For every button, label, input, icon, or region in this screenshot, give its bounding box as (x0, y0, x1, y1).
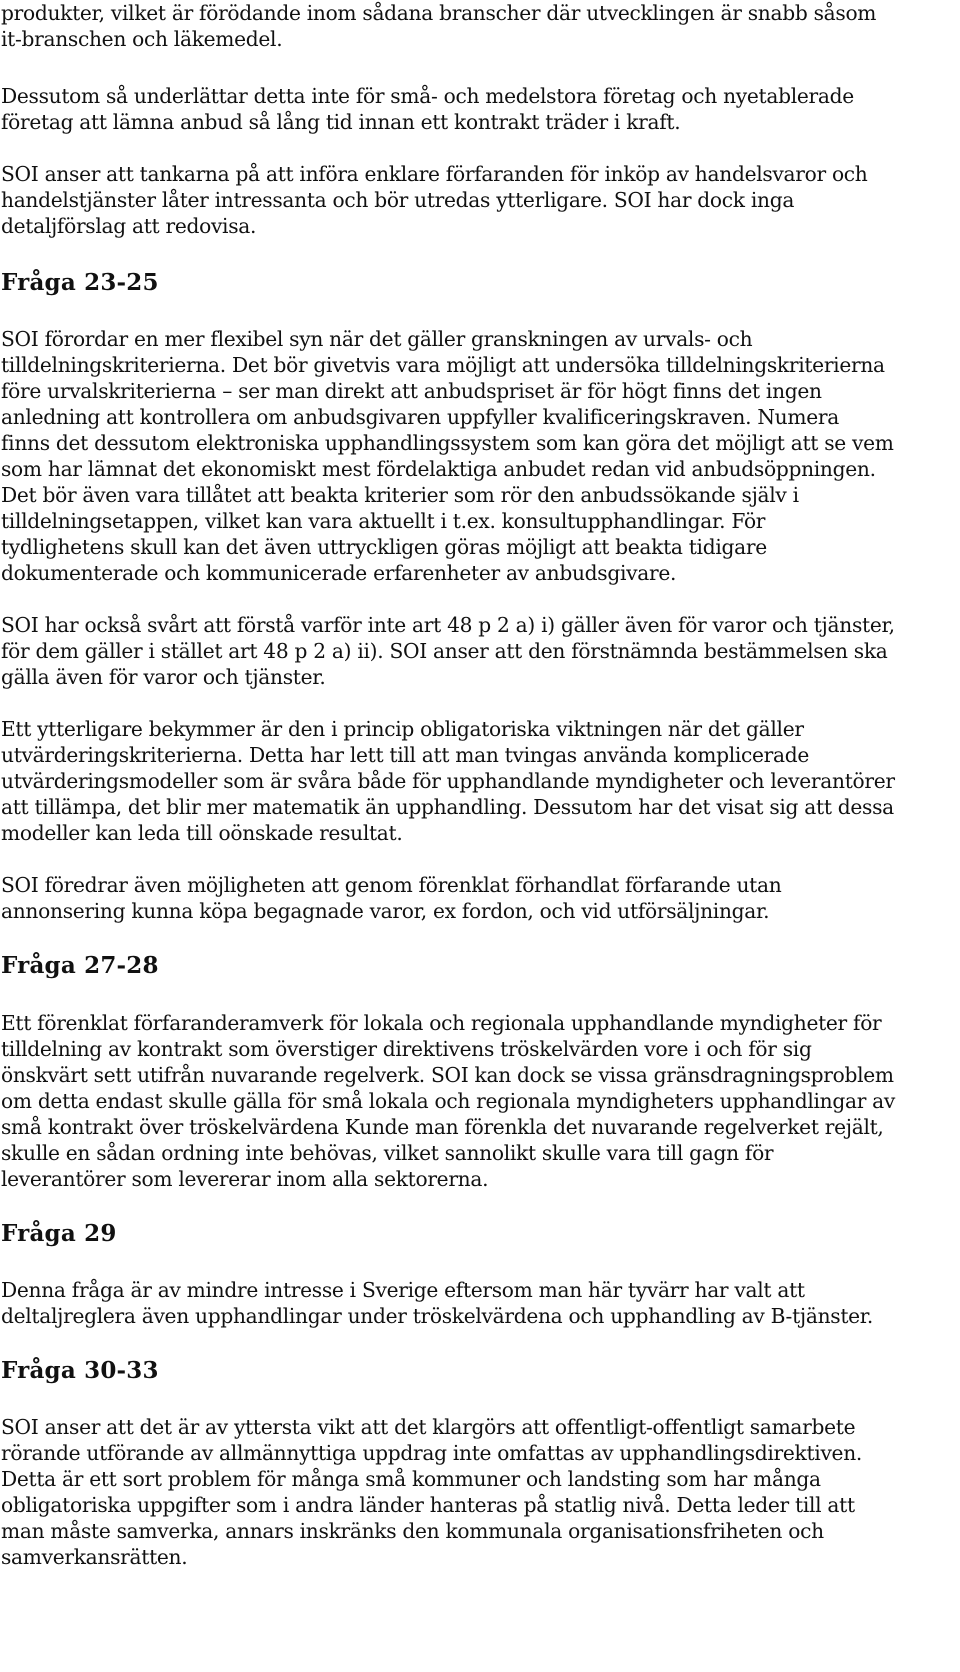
text-line: tilldelningsetappen, vilket kan vara aktuellt i t.ex. konsultupphandlingar. För (1, 509, 766, 533)
text-line: små kontrakt över tröskelvärdena Kunde man förenkla det nuvarande regelverket rejält, (1, 1115, 884, 1139)
text-line: it-branschen och läkemedel. (1, 27, 283, 51)
text-line: Ett ytterligare bekymmer är den i princip obligatoriska viktningen när det gäller (1, 717, 804, 741)
text-line: obligatoriska uppgifter som i andra länder hanteras på statlig nivå. Detta leder till att (1, 1493, 855, 1517)
text-line: gälla även för varor och tjänster. (1, 665, 326, 689)
text-line: SOI föredrar även möjligheten att genom förenklat förhandlat förfarande utan (1, 873, 782, 897)
text-line: dokumenterade och kommunicerade erfarenheter av anbudsgivare. (1, 561, 677, 585)
text-line: handelstjänster låter intressanta och bör utredas ytterligare. SOI har dock inga (1, 188, 795, 212)
text-line: Ett förenklat förfaranderamverk för lokala och regionala upphandlande myndigheter för (1, 1011, 882, 1035)
text-line: SOI har också svårt att förstå varför inte art 48 p 2 a) i) gäller även för varor och tjänster, (1, 613, 895, 637)
text-line: Dessutom så underlättar detta inte för små- och medelstora företag och nyetablerade (1, 84, 854, 108)
text-line: önskvärt sett utifrån nuvarande regelverk. SOI kan dock se vissa gränsdragningsproblem (1, 1063, 894, 1087)
text-line: modeller kan leda till oönskade resultat. (1, 821, 403, 845)
section-heading: Fråga 27-28 (1, 952, 159, 979)
text-line: samverkansrätten. (1, 1545, 188, 1569)
text-line: rörande utförande av allmännyttiga uppdrag inte omfattas av upphandlingsdirektiven. (1, 1441, 863, 1465)
text-line: om detta endast skulle gälla för små lokala och regionala myndigheters upphandlingar av (1, 1089, 896, 1113)
text-line: före urvalskriterierna – ser man direkt att anbudspriset är för högt finns det ingen (1, 379, 822, 403)
text-line: anledning att kontrollera om anbudsgivaren uppfyller kvalificeringskraven. Numera (1, 405, 839, 429)
text-line: leverantörer som levererar inom alla sektorerna. (1, 1167, 489, 1191)
text-line: som har lämnat det ekonomiskt mest fördelaktiga anbudet redan vid anbudsöppningen. (1, 457, 876, 481)
section-heading: Fråga 29 (1, 1220, 117, 1247)
text-line: SOI anser att tankarna på att införa enklare förfaranden för inköp av handelsvaror och (1, 162, 868, 186)
text-line: Denna fråga är av mindre intresse i Sverige eftersom man här tyvärr har valt att (1, 1278, 805, 1302)
text-line: finns det dessutom elektroniska upphandlingssystem som kan göra det möjligt att se vem (1, 431, 894, 455)
text-line: utvärderingskriterierna. Detta har lett till att man tvingas använda komplicerade (1, 743, 810, 767)
text-line: för dem gäller i stället art 48 p 2 a) ii). SOI anser att den förstnämnda bestämmelsen ska (1, 639, 888, 663)
text-line: annonsering kunna köpa begagnade varor, ex fordon, och vid utförsäljningar. (1, 899, 770, 923)
text-line: utvärderingsmodeller som är svåra både för upphandlande myndigheter och leverantörer (1, 769, 895, 793)
text-line: produkter, vilket är förödande inom sådana branscher där utvecklingen är snabb såsom (1, 1, 877, 25)
text-line: Det bör även vara tillåtet att beakta kriterier som rör den anbudssökande själv i (1, 483, 799, 507)
text-line: Detta är ett sort problem för många små kommuner och landsting som har många (1, 1467, 821, 1491)
text-line: deltaljreglera även upphandlingar under tröskelvärdena och upphandling av B-tjänster. (1, 1304, 874, 1328)
text-line: tydlighetens skull kan det även uttryckligen göras möjligt att beakta tidigare (1, 535, 767, 559)
section-heading: Fråga 30-33 (1, 1357, 159, 1384)
section-heading: Fråga 23-25 (1, 269, 159, 296)
text-line: man måste samverka, annars inskränks den kommunala organisationsfriheten och (1, 1519, 824, 1543)
text-line: tilldelningskriterierna. Det bör givetvis vara möjligt att undersöka tilldelningskriterierna (1, 353, 885, 377)
text-line: detaljförslag att redovisa. (1, 214, 257, 238)
text-line: tilldelning av kontrakt som överstiger direktivens tröskelvärden vore i och för sig (1, 1037, 812, 1061)
text-line: SOI förordar en mer flexibel syn när det gäller granskningen av urvals- och (1, 327, 753, 351)
text-line: skulle en sådan ordning inte behövas, vilket sannolikt skulle vara till gagn för (1, 1141, 774, 1165)
text-line: företag att lämna anbud så lång tid innan ett kontrakt träder i kraft. (1, 110, 681, 134)
text-line: att tillämpa, det blir mer matematik än upphandling. Dessutom har det visat sig att dessa (1, 795, 894, 819)
text-line: SOI anser att det är av yttersta vikt att det klargörs att offentligt-offentligt samarbete (1, 1415, 856, 1439)
